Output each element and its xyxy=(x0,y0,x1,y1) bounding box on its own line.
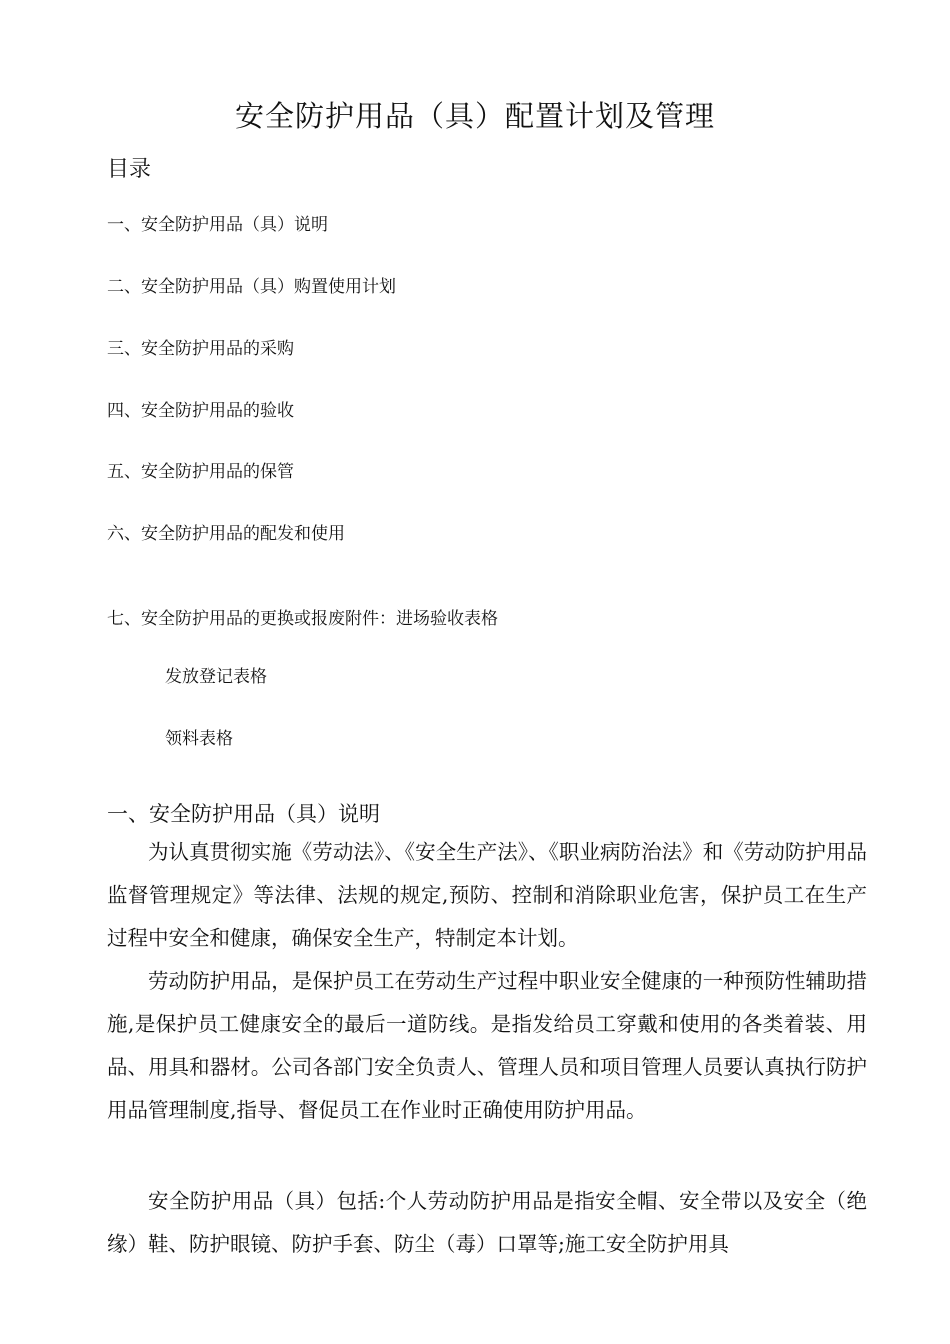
section-heading: 一、安全防护用品（具）说明 xyxy=(107,802,380,826)
toc-item: 一、安全防护用品（具）说明 xyxy=(107,215,328,235)
toc-item: 七、安全防护用品的更换或报废附件：进场验收表格 xyxy=(107,609,498,629)
body-paragraph: 为认真贯彻实施《劳动法》、《安全生产法》、《职业病防治法》和《劳动防护用品监督管理规定》等法律、法规的规定,预防、控制和消除职业危害，保护员工在生产过程中安全和健康，确保安全生产，特制定本计划。 xyxy=(107,840,867,950)
toc-sub-item: 领料表格 xyxy=(165,729,233,749)
document-title: 安全防护用品（具）配置计划及管理 xyxy=(234,99,715,133)
toc-item: 四、安全防护用品的验收 xyxy=(107,401,294,421)
toc-item: 五、安全防护用品的保管 xyxy=(107,462,294,482)
toc-heading: 目录 xyxy=(107,157,152,182)
toc-item: 三、安全防护用品的采购 xyxy=(107,339,294,359)
toc-item: 六、安全防护用品的配发和使用 xyxy=(107,524,345,544)
body-paragraph: 劳动防护用品，是保护员工在劳动生产过程中职业安全健康的一种预防性辅助措施,是保护员工健康安全的最后一道防线。是指发给员工穿戴和使用的各类着装、用品、用具和器材。公司各部门安全负责人、管理人员和项目管理人员要认真执行防护用品管理制度,指导、督促员工在作业时正确使用防护用品。 xyxy=(107,969,867,1122)
toc-item: 二、安全防护用品（具）购置使用计划 xyxy=(107,277,396,297)
body-paragraph: 安全防护用品（具）包括:个人劳动防护用品是指安全帽、安全带以及安全（绝缘）鞋、防护眼镜、防护手套、防尘（毒）口罩等;施工安全防护用具 xyxy=(107,1189,867,1256)
toc-sub-item: 发放登记表格 xyxy=(165,667,267,687)
